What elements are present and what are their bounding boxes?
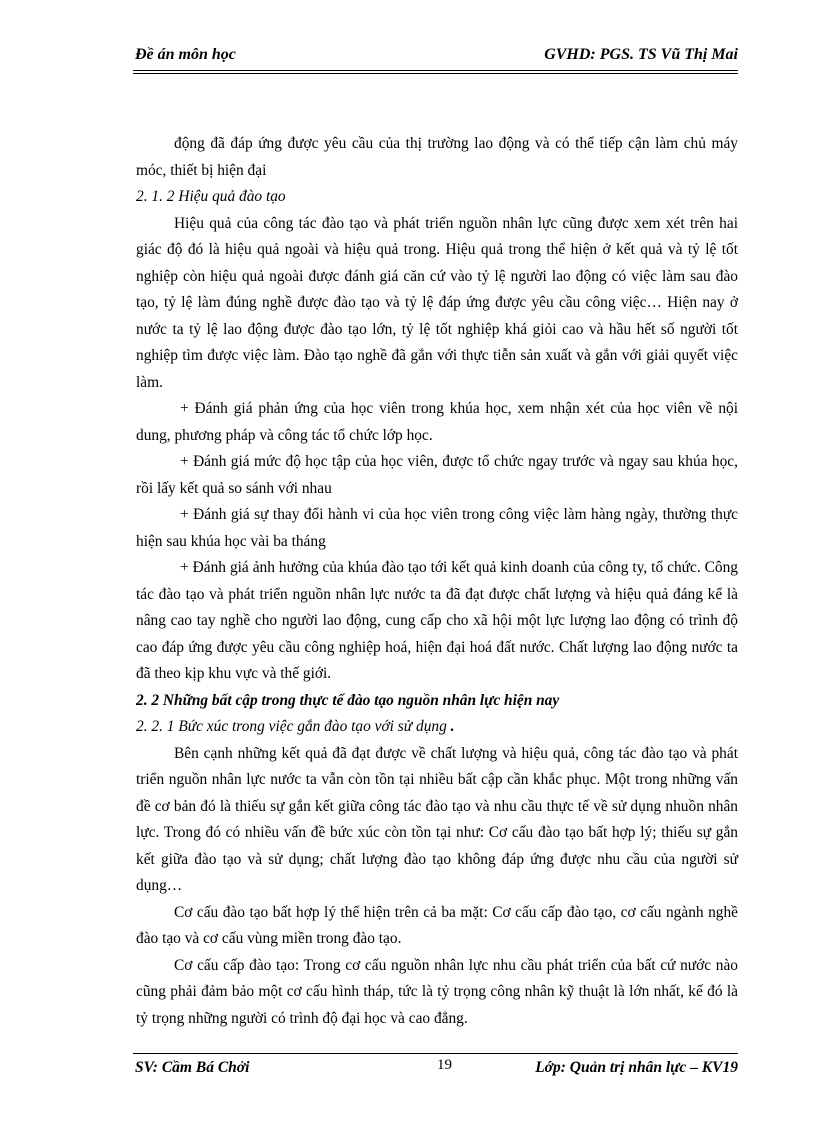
paragraph-level-structure: Cơ cấu cấp đào tạo: Trong cơ cấu nguồn nhân lực nhu cầu phát triển của bất cứ nước nào cũng phải đảm bảo một cơ cấu hình tháp, tức là tỷ trọng công nhân kỹ thuật là lớn nhất, kế đó là tỷ trọng những người có trình độ đại học và cao đẳng. <box>136 956 738 1027</box>
header-supervisor: GVHD: PGS. TS Vũ Thị Mai <box>544 46 738 63</box>
footer-student: SV: Cầm Bá Chởi <box>135 1059 250 1076</box>
page-number: 19 <box>437 1057 452 1073</box>
bullet-results-evaluation: + Đánh giá ảnh hưởng của khúa đào tạo tới kết quả kinh doanh của công ty, tổ chức. Công tác đào tạo và phát triển nguồn nhân lực nước ta đã đạt được chất lượng và hiệu quả đáng kể là nâng cao tay nghề cho người lao động, cung cấp cho xã hội một lực lượng lao động có trình độ cao đáp ứng được yêu cầu công nghiệp hoá, hiện đại hoá đất nước. Chất lượng lao động nước ta đã theo kịp khu vực và thế giới. <box>136 559 738 682</box>
heading-text: 2. 2. 1 Bức xúc trong việc gắn đào tạo với sử dụng <box>136 718 447 735</box>
page-footer <box>133 1057 738 1081</box>
footer-class: Lớp: Quản trị nhân lực – KV19 <box>535 1059 738 1076</box>
header-rule <box>133 70 738 74</box>
bullet-learning-evaluation: + Đánh giá mức độ học tập của học viên, được tổ chức ngay trước và ngay sau khúa học, rồi lấy kết quả so sánh với nhau <box>136 453 738 497</box>
paragraph-shortcomings: Bên cạnh những kết quả đã đạt được về chất lượng và hiệu quả, công tác đào tạo và phát triển nguồn nhân lực nước ta vẫn còn tồn tại nhiều bất cập cần khắc phục. Một trong những vấn đề cơ bản đó là thiếu sự gắn kết giữa công tác đào tạo và nhu cầu thực tế về sử dụng nhuồn nhân lực. Trong đó có nhiều vấn đề bức xúc còn tồn tại như: Cơ cấu đào tạo bất hợp lý; thiếu sự gắn kết giữa đào tạo và sử dụng; chất lượng đào tạo không đáp ứng được nhu cầu của người sử dụng… <box>136 744 738 894</box>
section-heading-2-1-2: 2. 1. 2 Hiệu quả đào tạo <box>136 188 286 205</box>
bullet-behavior-evaluation: + Đánh giá sự thay đổi hành vi của học viên trong công việc làm hàng ngày, thường thực hiện sau khúa học vài ba tháng <box>136 506 738 550</box>
section-heading-2-2: 2. 2 Những bất cập trong thực tế đào tạo nguồn nhân lực hiện nay <box>136 691 560 709</box>
page-header <box>133 44 738 70</box>
footer-rule <box>133 1053 738 1054</box>
section-heading-2-2-1 <box>136 714 738 741</box>
page-body <box>136 131 738 1032</box>
bullet-reaction-evaluation: + Đánh giá phản ứng của học viên trong khúa học, xem nhận xét của học viên về nội dung, phương pháp và công tác tổ chức lớp học. <box>136 400 738 444</box>
paragraph-continuation: động đã đáp ứng được yêu cầu của thị trường lao động và có thể tiếp cận làm chủ máy móc, thiết bị hiện đại <box>136 135 738 179</box>
heading-period: . <box>450 718 455 735</box>
paragraph-structure: Cơ cấu đào tạo bất hợp lý thể hiện trên cả ba mặt: Cơ cấu cấp đào tạo, cơ cấu ngành nghề đào tạo và cơ cấu vùng miền trong đào tạo. <box>136 903 738 947</box>
paragraph-training-efficiency: Hiệu quả của công tác đào tạo và phát triển nguồn nhân lực cũng được xem xét trên hai giác độ đó là hiệu quả ngoài và hiệu quả trong. Hiệu quả trong thể hiện ở kết quả và tỷ lệ tốt nghiệp còn hiệu quả ngoài được đánh giá căn cứ vào tỷ lệ người lao động có việc làm sau đào tạo, tỷ lệ làm đúng nghề được đào tạo và tỷ lệ đáp ứng được yêu cầu công việc… Hiện nay ở nước ta tỷ lệ lao động được đào tạo lớn, tỷ lệ tốt nghiệp khá giỏi cao và hầu hết số người tốt nghiệp tìm được việc làm. Đào tạo nghề đã gắn với thực tiễn sản xuất và gắn với giải quyết việc làm. <box>136 214 738 391</box>
header-course-title: Đề án môn học <box>135 46 236 63</box>
